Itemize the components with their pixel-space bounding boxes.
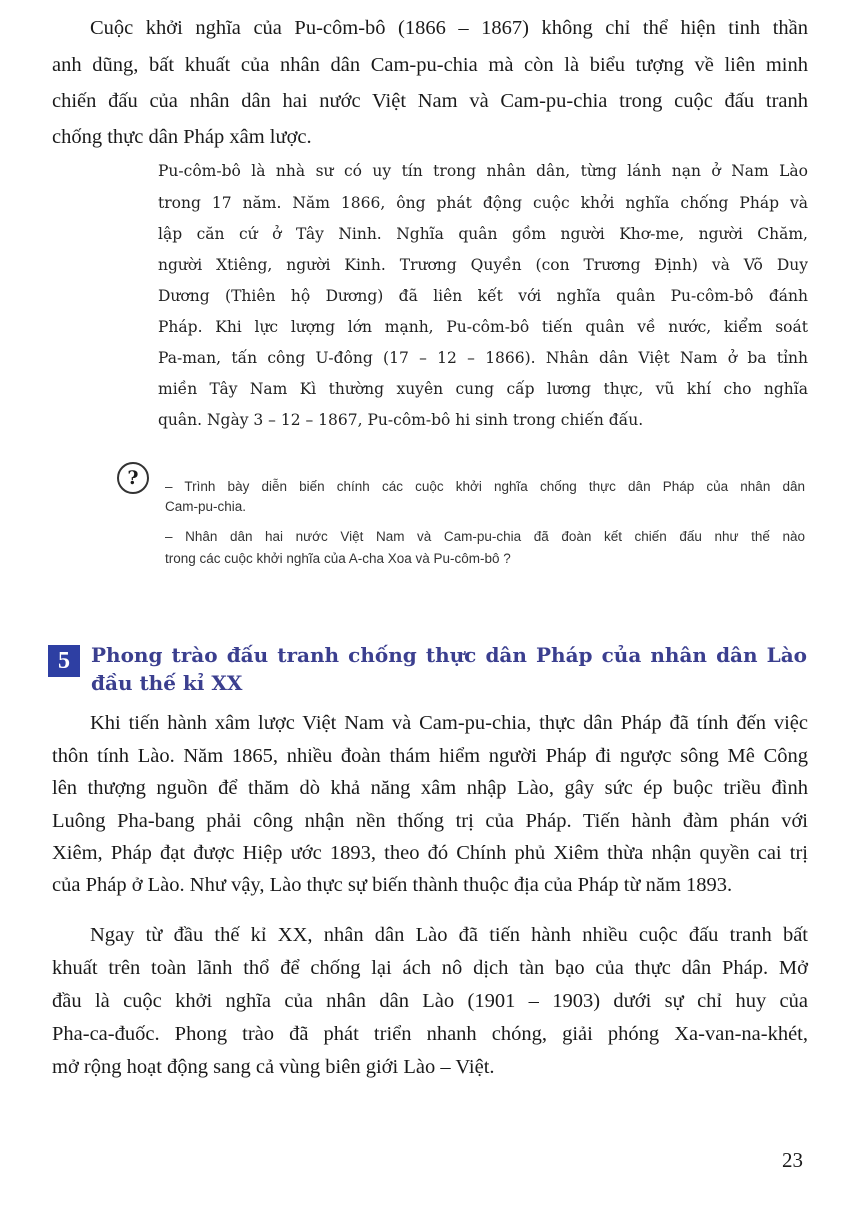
text-line: chiến đấu của nhân dân hai nước Việt Nam và Cam-pu-chia trong cuộc đấu tranh: [52, 90, 808, 112]
text-line: mở rộng hoạt động sang cả vùng biên giới Lào – Việt.: [52, 1056, 495, 1078]
text-line: lập căn cứ ở Tây Ninh. Nghĩa quân gồm người Khơ-me, người Chăm,: [158, 225, 808, 243]
text-line: anh dũng, bất khuất của nhân dân Cam-pu-chia mà còn là biểu tượng về liên minh: [52, 54, 808, 76]
text-line: Cuộc khởi nghĩa của Pu-côm-bô (1866 – 1867) không chỉ thể hiện tinh thần: [90, 17, 808, 39]
section-number-badge: 5: [48, 645, 80, 677]
text-line: Pa-man, tấn công U-đông (17 – 12 – 1866). Nhân dân Việt Nam ở ba tỉnh: [158, 349, 808, 367]
text-line: trong 17 năm. Năm 1866, ông phát động cuộc khởi nghĩa chống Pháp và: [158, 194, 808, 212]
text-line: Pháp. Khi lực lượng lớn mạnh, Pu-côm-bô tiến quân về nước, kiểm soát: [158, 318, 808, 336]
text-line: miền Tây Nam Kì thường xuyên cung cấp lương thực, vũ khí cho nghĩa: [158, 380, 808, 398]
text-line: Ngay từ đầu thế kỉ XX, nhân dân Lào đã tiến hành nhiều cuộc đấu tranh bất: [90, 924, 808, 946]
question-line: – Trình bày diễn biến chính các cuộc khởi nghĩa chống thực dân Pháp của nhân dân: [165, 479, 805, 494]
question-line: trong các cuộc khởi nghĩa của A-cha Xoa và Pu-côm-bô ?: [165, 551, 511, 566]
text-line: khuất trên toàn lãnh thổ để chống lại ách nô dịch tàn bạo của thực dân Pháp. Mở: [52, 957, 808, 979]
text-line: chống thực dân Pháp xâm lược.: [52, 126, 312, 148]
question-line: Cam-pu-chia.: [165, 499, 247, 514]
text-line: người Xtiêng, người Kinh. Trương Quyền (con Trương Định) và Võ Duy: [158, 256, 808, 274]
text-line: quân. Ngày 3 – 12 – 1867, Pu-côm-bô hi sinh trong chiến đấu.: [158, 411, 644, 429]
text-line: Xiêm, Pháp đạt được Hiệp ước 1893, theo đó Chính phủ Xiêm thừa nhận quyền cai trị: [52, 842, 808, 864]
question-line: – Nhân dân hai nước Việt Nam và Cam-pu-chia đã đoàn kết chiến đấu như thế nào: [165, 529, 805, 544]
text-line: thôn tính Lào. Năm 1865, nhiều đoàn thám hiểm người Pháp đi ngược sông Mê Công: [52, 745, 808, 767]
text-line: Khi tiến hành xâm lược Việt Nam và Cam-pu-chia, thực dân Pháp đã tính đến việc: [90, 712, 808, 734]
section-title-line: đầu thế kỉ XX: [91, 671, 243, 695]
question-mark-circle-icon: ?: [117, 462, 149, 494]
text-line: đầu là cuộc khởi nghĩa của nhân dân Lào (1901 – 1903) dưới sự chỉ huy của: [52, 990, 808, 1012]
text-line: Luông Pha-bang phải công nhận nền thống trị của Pháp. Tiến hành đàm phán với: [52, 810, 808, 832]
text-line: Dương (Thiên hộ Dương) đã liên kết với nghĩa quân Pu-côm-bô đánh: [158, 287, 808, 305]
text-line: Pha-ca-đuốc. Phong trào đã phát triển nhanh chóng, giải phóng Xa-van-na-khét,: [52, 1023, 808, 1045]
text-line: Pu-côm-bô là nhà sư có uy tín trong nhân dân, từng lánh nạn ở Nam Lào: [158, 162, 808, 180]
section-title-line: Phong trào đấu tranh chống thực dân Pháp của nhân dân Lào: [91, 643, 807, 667]
page-number: 23: [782, 1148, 803, 1172]
text-line: lên thượng nguồn để thăm dò khả năng xâm nhập Lào, gây sức ép buộc triều đình: [52, 777, 808, 799]
text-line: của Pháp ở Lào. Như vậy, Lào thực sự biến thành thuộc địa của Pháp từ năm 1893.: [52, 874, 733, 896]
